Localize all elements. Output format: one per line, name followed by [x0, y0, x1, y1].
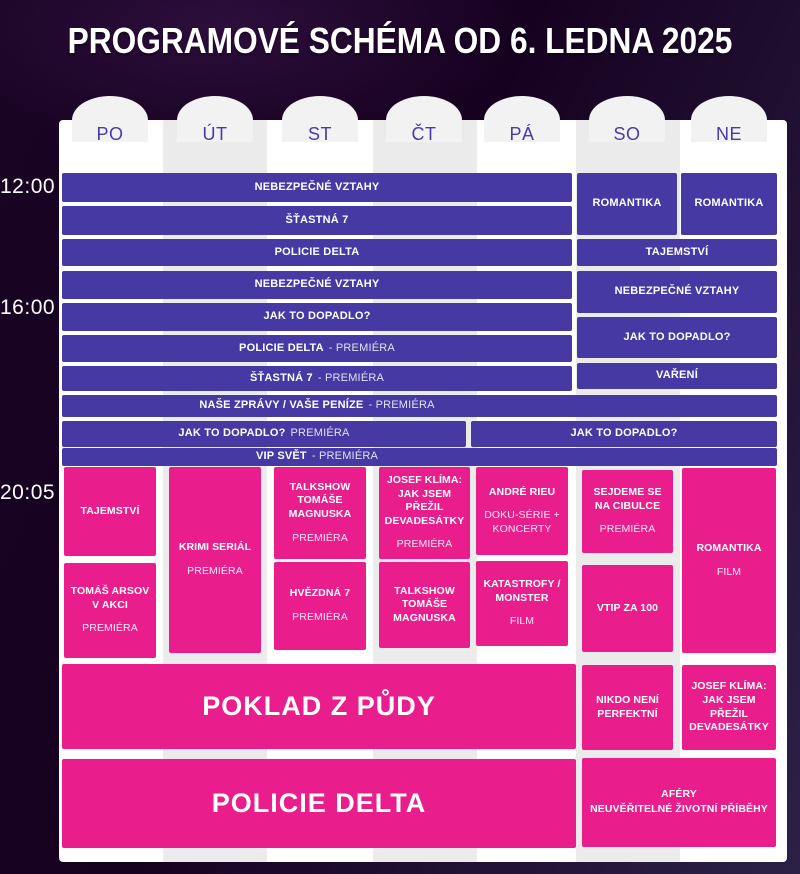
bar-title: NEBEZPEČNÉ VZTAHY — [614, 285, 740, 298]
bar-suffix: - PREMIÉRA — [368, 399, 435, 412]
program-subtitle: PREMIÉRA — [599, 523, 656, 536]
bar-suffix: PREMIÉRA — [290, 427, 350, 440]
program-title: AFÉRY — [661, 788, 697, 801]
bar-title: NEBEZPEČNÉ VZTAHY — [254, 180, 380, 193]
schedule-bar-policie-delta-premiera — [62, 335, 572, 362]
bar-title: VAŘENÍ — [656, 369, 698, 382]
program-title: POLICIE DELTA — [211, 787, 427, 818]
program-title: NIKDO NENÍ PERFEKTNÍ — [596, 693, 659, 720]
program-subtitle: PREMIÉRA — [396, 538, 453, 551]
program-subtitle: DOKU-SÉRIE + KONCERTY — [484, 509, 560, 535]
schedule-bar-jak-to-dopadlo-premiera — [62, 421, 466, 447]
bar-title: ROMANTIKA — [694, 197, 764, 210]
program-block-sejdeme-se-na-cibulce — [582, 470, 673, 553]
day-header-pa: PÁ — [509, 124, 535, 144]
program-block-katastrofy-monster — [476, 561, 568, 646]
weekend-block-jak-to-dopadlo — [577, 317, 777, 358]
bar-title: ŠŤASTNÁ 7 — [249, 371, 313, 384]
program-subtitle: PREMIÉRA — [82, 622, 138, 635]
time-label-1200: 12:00 — [0, 175, 56, 198]
program-block-josef-klima-ne — [682, 665, 776, 750]
program-title: POKLAD Z PŮDY — [202, 690, 436, 721]
bar-title: POLICIE DELTA — [274, 245, 360, 258]
program-block-nikdo-neni-perfektni — [582, 665, 673, 750]
program-block-hvezdna7 — [274, 562, 366, 650]
program-subtitle: FILM — [716, 565, 742, 578]
program-title: HVĚZDNÁ 7 — [289, 587, 351, 600]
program-title: ANDRÉ RIEU — [488, 485, 556, 498]
weekend-block-vareni — [577, 363, 777, 389]
bar-suffix: - PREMIÉRA — [317, 371, 385, 384]
page-title: PROGRAMOVÉ SCHÉMA OD 6. LEDNA 2025 — [67, 20, 733, 61]
program-block-poklad-z-pudy — [62, 664, 576, 749]
program-block-andre-rieu — [476, 467, 568, 555]
program-block-talkshow-magnuska-st — [274, 467, 366, 559]
program-title: JOSEF KLÍMA: JAK JSEM PŘEŽIL DEVADESÁTKY — [689, 680, 769, 734]
bar-title: NEBEZPEČNÉ VZTAHY — [254, 278, 380, 291]
schedule-bar-nase-zpravy — [62, 395, 777, 417]
program-block-vtip-za-100 — [582, 565, 673, 652]
bar-title: NAŠE ZPRÁVY / VAŠE PENÍZE — [199, 399, 364, 412]
schedule-grid — [59, 120, 787, 862]
program-block-talkshow-magnuska-ct — [379, 562, 470, 648]
program-title: ROMANTIKA — [696, 541, 762, 554]
program-block-josef-klima-ct — [379, 467, 470, 559]
schedule-bar-stastna7-premiera — [62, 366, 572, 391]
time-label-2005: 20:05 — [0, 481, 56, 504]
program-title: JOSEF KLÍMA: JAK JSEM PŘEŽIL DEVADESÁTKY — [384, 473, 465, 527]
schedule-bar-jak-to-dopadlo-1 — [62, 303, 572, 331]
program-block-romantika-film — [682, 468, 776, 653]
program-title: TALKSHOW TOMÁŠE MAGNUSKA — [288, 480, 352, 520]
schedule-bar-nebezpecne-vztahy-1 — [62, 173, 572, 202]
day-header-po: PO — [96, 124, 124, 144]
day-header-ne: NE — [715, 124, 742, 144]
program-block-policie-delta-late — [62, 759, 576, 848]
program-title: TALKSHOW TOMÁŠE MAGNUSKA — [393, 584, 456, 624]
program-subtitle: PREMIÉRA — [187, 565, 243, 577]
program-subtitle: PREMIÉRA — [292, 611, 348, 623]
program-block-afery — [582, 758, 776, 847]
bar-title: JAK TO DOPADLO? — [570, 427, 678, 440]
bar-title: POLICIE DELTA — [239, 341, 324, 354]
program-title: VTIP ZA 100 — [596, 601, 659, 614]
day-header-ut: ÚT — [202, 124, 228, 144]
time-label-1600: 16:00 — [0, 296, 56, 319]
bar-title: JAK TO DOPADLO? — [623, 330, 731, 343]
bar-suffix: - PREMIÉRA — [311, 450, 379, 463]
program-title-line2: NEUVĚŘITELNÉ ŽIVOTNÍ PŘÍBĚHY — [590, 803, 768, 815]
bar-title: JAK TO DOPADLO? — [178, 427, 286, 440]
program-block-krimi-serial — [169, 467, 261, 653]
schedule-bar-vip-svet — [62, 448, 777, 466]
schedule-bar-nebezpecne-vztahy-2 — [62, 271, 572, 299]
bar-title: ŠŤASTNÁ 7 — [285, 213, 349, 226]
day-header-st: ST — [307, 124, 332, 144]
program-block-tajemstvi-po — [64, 467, 156, 556]
program-title: TOMÁŠ ARSOV V AKCI — [70, 585, 150, 611]
program-block-tomas-arsov — [64, 563, 156, 658]
program-title: KRIMI SERIÁL — [178, 541, 252, 554]
program-subtitle: PREMIÉRA — [292, 531, 348, 544]
schedule-bar-stastna7-1 — [62, 206, 572, 235]
program-title: KATASTROFY / MONSTER — [483, 578, 561, 604]
weekend-block-nebezpecne-vztahy — [577, 271, 777, 313]
day-header-ct: ČT — [411, 124, 437, 144]
program-title: SEJDEME SE NA CIBULCE — [593, 486, 662, 512]
bar-title: VIP SVĚT — [255, 450, 307, 463]
weekend-block-romantika-ne — [681, 173, 777, 235]
bar-suffix: - PREMIÉRA — [328, 341, 395, 354]
schedule-bar-jak-to-dopadlo-2 — [471, 421, 777, 447]
weekend-block-romantika-so — [577, 173, 677, 235]
program-title: TAJEMSTVÍ — [80, 504, 140, 517]
bar-title: JAK TO DOPADLO? — [263, 310, 371, 323]
program-subtitle: FILM — [509, 615, 535, 628]
day-header-so: SO — [613, 124, 641, 144]
bar-title: TAJEMSTVÍ — [645, 245, 709, 258]
bar-title: ROMANTIKA — [592, 197, 662, 210]
weekend-block-tajemstvi — [577, 239, 777, 266]
schedule-bar-policie-delta-1 — [62, 239, 572, 266]
